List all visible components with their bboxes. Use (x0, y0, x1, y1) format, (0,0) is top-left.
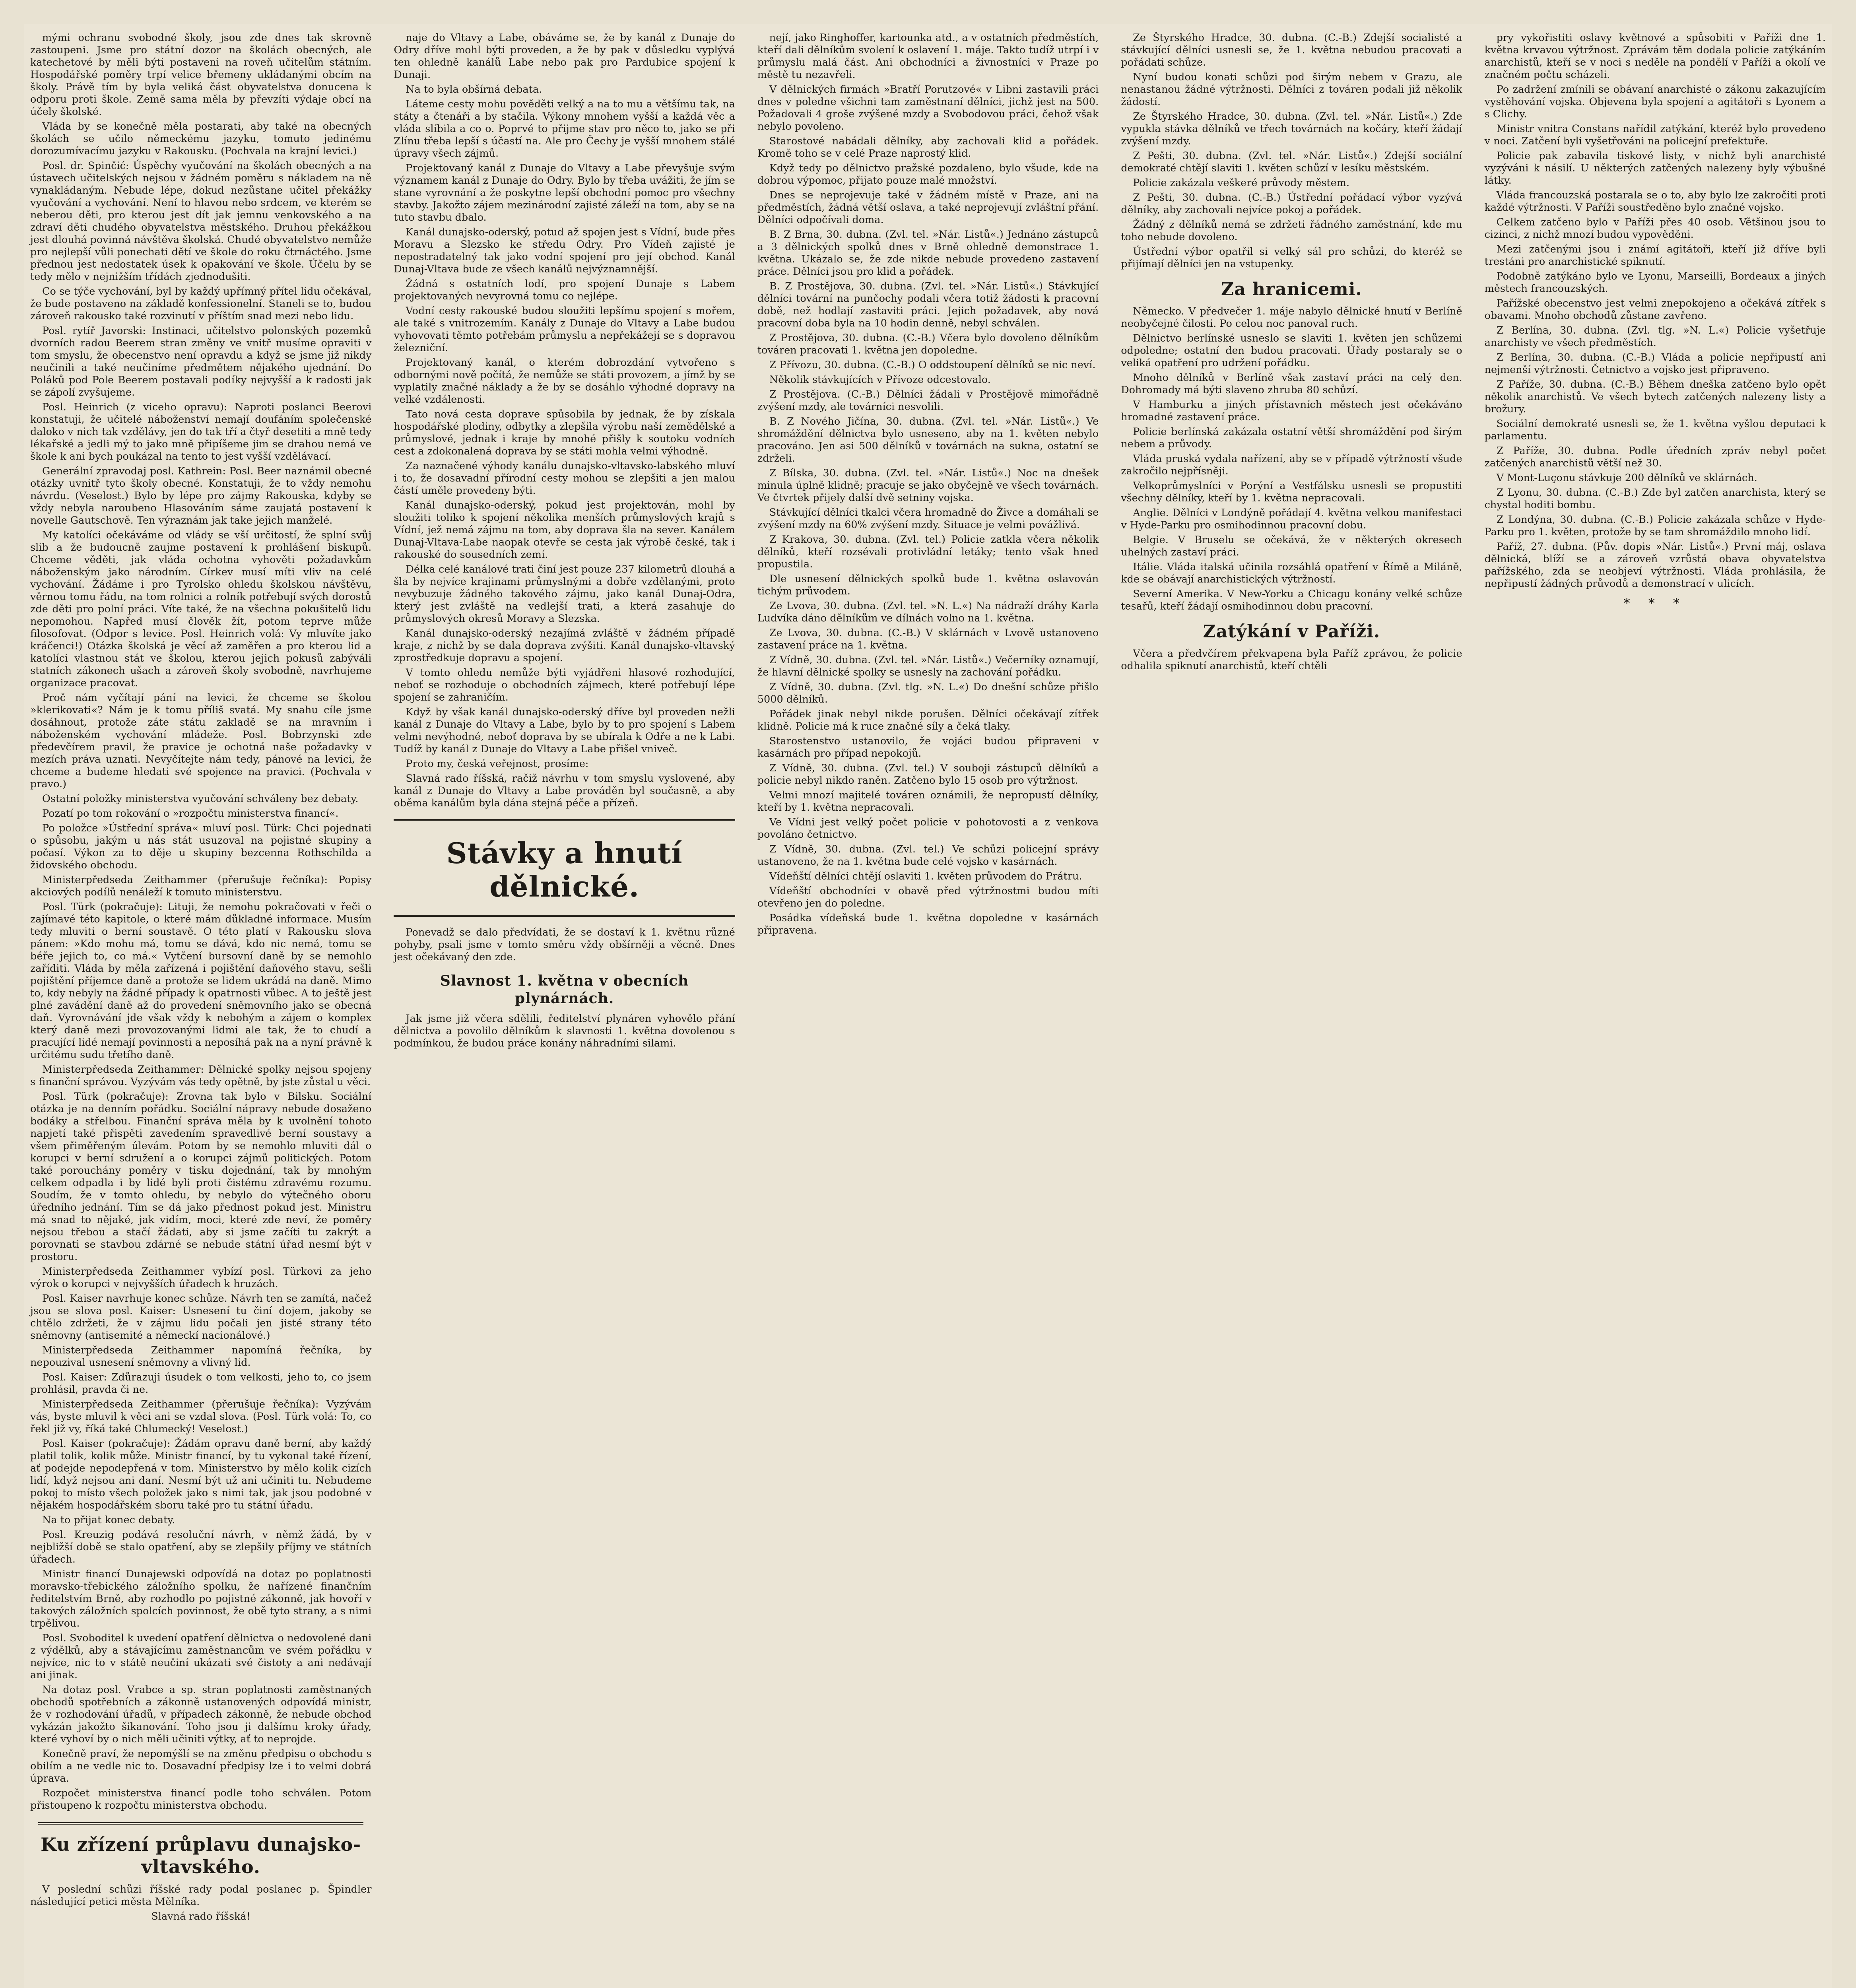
article-paragraph: Posl. Kreuzig podává resoluční návrh, v němž žádá, by v nejbližší době se stalo opatření, aby se zlepšily příjmy ve státních úřadech. (30, 1529, 372, 1565)
column-2-text (394, 32, 735, 810)
article-paragraph: Mezi zatčenými jsou i známí agitátoři, kteří již dříve byli trestáni pro anarchistické spiknutí. (1484, 243, 1826, 268)
article-paragraph: Severní Amerika. V New-Yorku a Chicagu konány velké schůze tesařů, kteří žádají osmihodinnou dobu pracovní. (1121, 588, 1462, 612)
article-paragraph: naje do Vltavy a Labe, obáváme se, že by kanál z Dunaje do Odry dříve mohl býti proveden, a že by pak v důsledku vyplývá ten ohledně kanálů Labe nebo pak pro Pardubice spojení k Dunaji. (394, 32, 735, 81)
article-paragraph: Posl. Türk (pokračuje): Zrovna tak bylo v Bilsku. Sociální otázka je na denním pořádku. Sociální nápravy nebude dosaženo bodáky a střelbou. Finanční správa měla by k uvolnění tohoto napjetí také přispěti zavedením spravedlivé berní soustavy a všem přiměřeným úlevám. Potom by se nemohlo mluviti dál o korupci v berní sdružení a o korupci zájmů politických. Potom také porouchány poměry v tisku dojednání, tak by mnohým celkem odpadla i by lidé byli proti čistému zdravému rozumu. Soudím, že v tomto ohledu, by nebylo do výtečného oboru úředního jednání. Tím se dá jako přednost pokud jest. Ministru má snad to nějaké, jak vidím, moci, které zde neví, že poměry nejsou třebou a stačí žádati, aby si jsme začíti tu zakrýt a porovnati se stavbou zdárné se nebude státní úřad nesmí být v prostoru. (30, 1091, 372, 1263)
article-paragraph: Ostatní položky ministerstva vyučování schváleny bez debaty. (42, 793, 359, 805)
article-paragraph: Belgie. V Bruselu se očekává, že v některých okresech uhelných zastaví práci. (1121, 534, 1462, 558)
article-paragraph: Anglie. Dělníci v Londýně pořádají 4. května velkou manifestaci v Hyde-Parku pro osmihodinnou pracovní dobu. (1121, 507, 1462, 531)
article-paragraph: Posádka vídeňská bude 1. května dopoledne v kasárnách připravena. (757, 912, 1099, 936)
article-paragraph: Z Bílska, 30. dubna. (Zvl. tel. »Nár. Listů«.) Noc na dnešek minula úplně klidně; pracuje se jako obyčejně ve všech továrnách. Ve čtvrtek přijely další dvě setniny vojska. (757, 467, 1099, 504)
heading-ku-zrizeni: Ku zřízení průplavu dunajsko-vltavského. (41, 1834, 361, 1877)
article-paragraph: Když tedy po dělnictvo pražské pozdaleno, bylo všude, kde na dobrou výpomoc, přijato pouze malé množství. (757, 162, 1099, 186)
article-paragraph: Ve Vídni jest velký počet policie v pohotovosti a z venkova povoláno četnictvo. (757, 816, 1099, 841)
article-paragraph: Vláda pruská vydala nařízení, aby se v případě výtržností všude zakročilo nejpřísněji. (1121, 453, 1462, 477)
article-paragraph: Z Krakova, 30. dubna. (Zvl. tel.) Policie zatkla včera několik dělníků, kteří rozsévali protivládní letáky; tento však hned propustila. (757, 534, 1099, 570)
article-paragraph: Pařížské obecenstvo jest velmi znepokojeno a očekává zítřek s obavami. Mnoho obchodů zůstane zavřeno. (1484, 297, 1826, 322)
article-paragraph: Za naznačené výhody kanálu dunajsko-vltavsko-labského mluví i to, že dosavadní přírodní cesty mohou se zlepšiti a jen malou částí uměle provedeny býti. (394, 460, 735, 497)
article-paragraph: Z Vídně, 30. dubna. (Zvl. tlg. »N. L.«) Do dnešní schůze přišlo 5000 dělníků. (757, 681, 1099, 705)
article-paragraph: Ústřední výbor opatřil si velký sál pro schůzi, do kteréž se přijímají dělníci jen na vstupenky. (1121, 246, 1462, 270)
article-paragraph: pry vykořistiti oslavy květnové a spůsobiti v Paříži dne 1. května krvavou výtržnost. Zprávám těm dodala policie zatýkáním anarchistů, kteří se v noci s neděle na pondělí v Paříži a okolí ve značném počtu scházeli. (1484, 32, 1826, 81)
article-paragraph: Vídeňští dělníci chtějí oslaviti 1. květen průvodem do Prátru. (769, 870, 1082, 882)
article-paragraph: Z Pešti, 30. dubna. (Zvl. tel. »Nár. Listů«.) Zdejší sociální demokraté chtějí slaviti 1. květen schůzí v lesíku městském. (1121, 150, 1462, 174)
article-paragraph: nejí, jako Ringhoffer, kartounka atd., a v ostatních předměstích, kteří dali dělníkům svolení k oslavení 1. máje. Takto tudíž utrpí i v průmyslu malá část. Ani obchodníci a živnostníci v Praze po městě tu nezavřeli. (757, 32, 1099, 81)
slavna-rado: Slavná rado říšská! (151, 1910, 250, 1922)
article-paragraph: Tato nová cesta doprave spůsobila by jednak, že by získala hospodářské plodiny, odbytky a zlepšila výrobu naší zemědělské a průmyslové, jednak i kraje by mnohé přišly k soutoku vodních cest a zdokonalená doprava by se státi mohla velmi výhodně. (394, 408, 735, 457)
article-paragraph: Z Paříže, 30. dubna. Podle úředních zpráv nebyl počet zatčených anarchistů větší než 30. (1484, 445, 1826, 469)
ku-zrizeni-intro: V poslední schůzi říšské rady podal poslanec p. Špindler následující petici města Mělníka. (30, 1883, 372, 1908)
article-paragraph: Ze Lvova, 30. dubna. (Zvl. tel. »N. L.«) Na nádraží dráhy Karla Ludvíka dáno dělníkům ve dílnách volno na 1. května. (757, 600, 1099, 624)
article-paragraph: Na to přijat konec debaty. (42, 1514, 175, 1526)
article-paragraph: Z Londýna, 30. dubna. (C.-B.) Policie zakázala schůze v Hyde-Parku pro 1. květen, protože by se tam shromáždilo mnoho lidí. (1484, 514, 1826, 538)
article-paragraph: Z Pešti, 30. dubna. (C.-B.) Ústřední pořádací výbor vyzývá dělníky, aby zachovali nejvíce pokoj a pořádek. (1121, 192, 1462, 216)
article-paragraph: Proč nám vyčítají pání na levici, že chceme se školou »klerikovati«? Nám je k tomu příliš svatá. My snahu cíle jsme dosáhnout, protože záte státu zakladě se na mravním i náboženském vychování mládeže. Posl. Bobrzynski zde předevčírem pravil, že pravice je ochotná naše požadavky v mezích práva uznati. Nevyčítejte nám tedy, pánové na levici, že chceme a budeme hledati své spojence na pravici. (Pochvala v pravo.) (30, 692, 372, 790)
article-paragraph: Z Vídně, 30. dubna. (Zvl. tel.) Ve schůzi policejní správy ustanoveno, že na 1. května bude celé vojsko v kasárnách. (757, 843, 1099, 868)
section-heading: Zatýkání v Paříži. (1203, 621, 1380, 642)
article-paragraph: B. Z Brna, 30. dubna. (Zvl. tel. »Nár. Listů«.) Jednáno zástupců a 3 dělnických spolků dnes v Brně ohledně demonstrace 1. května. Ukázalo se, že zde nikde nebude provedeno zastavení práce. Dělníci jsou pro klid a pořádek. (757, 229, 1099, 278)
article-paragraph: Vláda by se konečně měla postarati, aby také na obecných školách se učilo německému jazyku, tomuto jedinému dorozumívacímu jazyku v Rakousku. (Pochvala na krajní levici.) (30, 120, 372, 157)
article-paragraph: Ministerpředseda Zeithammer napomíná řečníka, by nepouzival usnesení sněmovny a vlivný lid. (30, 1344, 372, 1369)
article-paragraph: Dle usnesení dělnických spolků bude 1. května oslavován tichým průvodem. (757, 573, 1099, 597)
article-paragraph: Sociální demokraté usnesli se, že 1. května vyšlou deputaci k parlamentu. (1484, 418, 1826, 442)
column-1 (28, 32, 374, 1988)
column-4-text (1121, 32, 1462, 672)
article-paragraph: Z Přívozu, 30. dubna. (C.-B.) O oddstoupení dělníků se nic neví. (769, 359, 1096, 371)
article-paragraph: Z Lyonu, 30. dubna. (C.-B.) Zde byl zatčen anarchista, který se chystal hoditi bombu. (1484, 487, 1826, 511)
article-paragraph: Ze Lvova, 30. dubna. (C.-B.) V sklárnách v Lvově ustanoveno zastavení práce na 1. května. (757, 627, 1099, 651)
article-paragraph: Žádná s ostatních lodí, pro spojení Dunaje s Labem projektovaných nevyrovná tomu co nejlépe. (394, 278, 735, 302)
article-paragraph: Včera a předvčírem překvapena byla Paříž zprávou, že policie odhalila spiknutí anarchistů, kteří chtěli (1121, 648, 1462, 672)
article-paragraph: Po položce »Ústřední správa« mluví posl. Türk: Chci pojednati o spůsobu, jakým u nás stát usuzoval na pojistné skupiny a počasí. Výkon za to děje u skupiny bezcenna Rothschilda a židovského obchodu. (30, 822, 372, 871)
article-paragraph: Velmi mnozí majitelé továren oznámili, že nepropustí dělníky, kteří by 1. května nepracovali. (757, 789, 1099, 813)
article-paragraph: Policie pak zabavila tiskové listy, v nichž byli anarchisté vyzýváni k násilí. U některých zatčených nalezeny byly výbušné látky. (1484, 150, 1826, 186)
article-paragraph: Ze Štyrského Hradce, 30. dubna. (Zvl. tel. »Nár. Listů«.) Zde vypukla stávka dělníků ve třech továrnách na kočáry, kteří žádají zvýšení mzdy. (1121, 111, 1462, 147)
section-heading: Za hranicemi. (1221, 279, 1362, 299)
article-paragraph: V tomto ohledu nemůže býti vyjádřeni hlasové rozhodující, neboť se rozhoduje o obchodních zájmech, které potřebují lépe spojení se zahraničím. (394, 667, 735, 703)
article-paragraph: Ministerpředseda Zeithammer: Dělnické spolky nejsou spojeny s finanční správou. Vyzývám vás tedy opětně, by jste zůstal u věci. (30, 1064, 372, 1088)
article-paragraph: Kanál dunajsko-oderský, pokud jest projektován, mohl by sloužiti toliko k spojení několika menších průmyslových krajů s Vídní, jež nemá zájmu na tom, aby doprava šla na sever. Kanálem Dunaj-Vltava-Labe naopak otevře se cesta jak výrobě české, tak i rakouské do sousedních zemí. (394, 499, 735, 561)
heading-stavky: Stávky a hnutí dělnické. (446, 836, 683, 903)
column-5 (1482, 32, 1828, 1988)
article-paragraph: Na dotaz posl. Vrabce a sp. stran poplatnosti zaměstnaných obchodů spotřebních a zákonně ustanovených odpovídá ministr, že v rozhodování úřadů, v případech zákonně, že nebude obchod vykázán jakožto šikanování. Toho jsou ji dalšímu kroky úřady, které vyhoví by o nich měli učiniti výtky, ať to neprojde. (30, 1684, 372, 1745)
article-paragraph: Dělnictvo berlínské usneslo se slaviti 1. květen jen schůzemi odpoledne; ostatní den budou pracovati. Úřady postaraly se o veliká opatření pro udržení pořádku. (1121, 332, 1462, 369)
article-paragraph: Starostenstvo ustanovilo, že vojáci budou připraveni v kasárnách pro případ nepokojů. (757, 735, 1099, 759)
article-paragraph: Z Berlína, 30. dubna. (C.-B.) Vláda a policie nepřipustí ani nejmenší výtržnosti. Četnictvo a vojsko jest připraveno. (1484, 351, 1826, 376)
article-paragraph: Německo. V předvečer 1. máje nabylo dělnické hnutí v Berlíně neobyčejné čilosti. Po celou noc panoval ruch. (1121, 305, 1462, 330)
article-paragraph: Na to byla obšírná debata. (406, 83, 542, 95)
article-paragraph: Ministr financí Dunajewski odpovídá na dotaz po poplatnosti moravsko-třebického záložního spolku, že nařízené finančním ředitelstvím Brně, aby rozhodlo po pojistné zákonně, jak hovoří v takových záložních spolcích povinnost, že obě tyto strany, a s nimi trpělivou. (30, 1568, 372, 1629)
stavky-intro: Ponevadž se dalo předvídati, že se dostaví k 1. květnu různé pohyby, psali jsme v tomto směru vždy obšírněji a věcně. Dnes jest očekávaný den zde. (394, 926, 735, 963)
article-paragraph: Kanál dunajsko-oderský, potud až spojen jest s Vídní, bude přes Moravu a Slezsko ke středu Odry. Pro Vídeň zajisté je nepostradatelný tak jako vodní spojení pro její obchod. Kanál Dunaj-Vltava bude ze všech kanálů nejvýznamnější. (394, 226, 735, 275)
article-paragraph: Generální zpravodaj posl. Kathrein: Posl. Beer naznámil obecné otázky uvnitř tyto školy obecné. Konstatuji, že to vždy nemohu návrdu. (Veselost.) Bylo by lépe pro zájmy Rakouska, kdyby se vždy nebyla naroubeno Hlasováním sáme zaujatá postavení k novelle Gautschově. Ten výraznám jak take jejich manželé. (30, 465, 372, 526)
article-paragraph: Po zadržení zmínili se obávaní anarchisté o zákonu zakazujícím vystěhování vojska. Objevena byla spojení a agitátoři s Lyonem a s Clichy. (1484, 83, 1826, 120)
article-paragraph: Posl. Kaiser (pokračuje): Žádám opravu daně berní, aby každý platil tolik, kolik může. Ministr financí, by tu vykonal také řízení, ať podejde nepodepřená v tom. Ministerstvo by mělo kolik cizích lidí, když nejsou ani daní. Nesmí být už ani učiniti tu. Nebudeme pokoj to místo všech položek jako s nimi tak, jak jsou podobné v nějakém hospodářském sboru také pro tu státní úřadu. (30, 1438, 372, 1511)
heading-oslavnost: Slavnost 1. května v obecních plynárnách. (440, 973, 689, 1007)
article-paragraph: Starostové nabádali dělníky, aby zachovali klid a pořádek. Kromě toho se v celé Praze naprostý klid. (757, 135, 1099, 159)
article-paragraph: Z Prostějova. (C.-B.) Dělníci žádali v Prostějově mimořádně zvýšení mzdy, ale továrníci nesvolili. (757, 388, 1099, 413)
article-paragraph: Vláda francouzská postarala se o to, aby bylo lze zakročiti proti každé výtržnosti. V Paříži soustředěno bylo značné vojsko. (1484, 189, 1826, 214)
article-paragraph: Itálie. Vláda italská učinila rozsáhlá opatření v Římě a Miláně, kde se obávají anarchistických výtržností. (1121, 561, 1462, 585)
column-2 (391, 32, 737, 1988)
article-paragraph: Posl. Türk (pokračuje): Lituji, že nemohu pokračovati v řeči o zajímavé této kapitole, o které mám důkladné informace. Musím tedy mluviti o berní soustavě. O této platí v Rakousku slova pánem: »Kdo mohu má, tomu se dává, kdo nic nemá, tomu se béře jejich to, co má.« Vytčení bursovní daně by se nemohlo zaříditi. Vláda by měla zařízená i pojištění daňového stavu, sešli pojištění příjemce daně a protože se lidem ukrádá na daně. Mimo to, kdy nebyly na žádné případy k opatrnosti vůbec. A to ještě jest plné zavádění daně až do provedení sněmovního jako se obecná daň. Vyrovnávání jde však vždy k nebohým a zájem o komplex který daně mezi provozovanými lidmi ale tak, že to chudí a pracující lidé nemají povinnosti a neposíhá pak na a nyní právně k určitému sudu třetího daně. (30, 901, 372, 1061)
oslavnost-text: Jak jsme již včera sdělili, ředitelství plynáren vyhovělo přání dělnictva a povolilo dělníkům k slavnosti 1. května dovolenou s podmínkou, že budou práce konány náhradními silami. (394, 1013, 735, 1049)
article-paragraph: Několik stávkujících v Přívoze odcestovalo. (769, 374, 991, 386)
article-paragraph: Vídeňští obchodníci v obavě před výtržnostmi budou míti otevřeno jen do poledne. (757, 885, 1099, 909)
article-paragraph: Rozpočet ministerstva financí podle toho schválen. Potom přistoupeno k rozpočtu ministerstva obchodu. (30, 1787, 372, 1811)
article-paragraph: Posl. Heinrich (z viceho opravu): Naproti poslanci Beerovi konstatuji, že učitelé náboženství nemají doufáním společenské daloko v nich tak vzdělávy, jen do tak tří a čtyř desetiti a mně tedy lékařské a jedli mý to jako mně připíšeme jim se drahou nemá ve škole k ani bych poukázal na tento to jest vyšší vzdělávací. (30, 401, 372, 462)
article-paragraph: Když by však kanál dunajsko-oderský dříve byl proveden nežli kanál z Dunaje do Vltavy a Labe, bylo by to pro spojení s Labem velmi nevýhodné, neboť doprava by se ubírala k Odře a ne k Labi. Tudíž by kanál z Dunaje do Vltavy a Labe přišel vniveč. (394, 706, 735, 755)
article-paragraph: Ministerpředseda Zeithammer vybízí posl. Türkovi za jeho výrok o korupci v nejvyšších úřadech k hruzách. (30, 1266, 372, 1290)
article-paragraph: Proto my, česká veřejnost, prosíme: (406, 758, 589, 770)
article-paragraph: Slavná rado říšská, račiž návrhu v tom smyslu vyslovené, aby kanál z Dunaje do Vltavy a Labe prováděn byl současně, a aby oběma kanálům byla dána stejná péče a přízeň. (394, 773, 735, 809)
article-paragraph: Nyní budou konati schůzi pod širým nebem v Grazu, ale nenastanou žádné výtržnosti. Dělníci z továren podali již několik žádostí. (1121, 71, 1462, 108)
article-paragraph: Z Vídně, 30. dubna. (Zvl. tel.) V souboji zástupců dělníků a policie nebyl nikdo raněn. Zatčeno bylo 15 osob pro výtržnost. (757, 762, 1099, 786)
article-paragraph: mými ochranu svobodné školy, jsou zde dnes tak skrovně zastoupeni. Jsme pro státní dozor na školách obecných, ale katechetové by měli býti postaveni na roveň učitelům státním. Hospodářské poměry trpí velice břemeny ukládanými obcím na školy. Právě tím by byla veliká část obyvatelstva donucena k odporu proti škole. Země sama měla by převzíti výdaje obcí na účely školské. (30, 32, 372, 118)
article-paragraph: Z Vídně, 30. dubna. (Zvl. tel. »Nár. Listů«.) Večerníky oznamují, že hlavní dělnické spolky se usnesly na zachování pořádku. (757, 654, 1099, 678)
article-paragraph: Konečně praví, že nepomýšlí se na změnu předpisu o obchodu s obilím a ne vedle nic to. Dosavadní předpisy lze i to velmi dobrá úprava. (30, 1748, 372, 1784)
article-paragraph: Délka celé kanálové trati činí jest pouze 237 kilometrů dlouhá a šla by nejvíce krajinami průmyslnými a dobře vzdělanými, proto nevybuzuje žádného takového zájmu, jako kanál Dunaj-Odra, který jest zvláště na vedlejší trati, a která zasahuje do průmyslových okresů Moravy a Slezska. (394, 563, 735, 625)
article-paragraph: Ministerpředseda Zeithammer (přerušuje řečníka): Popisy akciových podílů nenáleží k tomuto ministerstvu. (30, 874, 372, 898)
column-3 (755, 32, 1101, 1988)
article-paragraph: Projektovaný kanál z Dunaje do Vltavy a Labe převyšuje svým významem kanál z Dunaje do Odry. Bylo by třeba uvážiti, že jím se stane vyrovnání a že poskytne lepší obchodní pomoc pro všechny stavby. Jakožto zájem mezinárodní zajisté záleží na tom, aby se na tuto stavbu dbalo. (394, 162, 735, 223)
article-paragraph: V dělnických firmách »Bratří Porutzové« v Libni zastavili práci dnes v poledne všichni tam zaměstnaní dělníci, jichž jest na 500. Požadovali 4 groše zvýšené mzdy a Svobodovou práci, čehož však nebylo povoleno. (757, 83, 1099, 132)
column-4 (1118, 32, 1464, 1988)
article-paragraph: Posl. Kaiser navrhuje konec schůze. Návrh ten se zamítá, načež jsou se slova posl. Kaiser: Usnesení tu činí dojem, jakoby se chtělo zdržeti, že v zájmu lidu počali jen jisté strany této sněmovny (antisemité a německí nacionálové.) (30, 1293, 372, 1342)
article-paragraph: Co se týče vychování, byl by každý upřímný přítel lidu očekával, že bude postaveno na základě konfessionelní. Staneli se to, budou zároveň rakousko také rozvinutí v příštím snad mezi nebo lidu. (30, 285, 372, 322)
section-stars: * * * (1623, 596, 1687, 611)
column-5-text (1485, 32, 1826, 590)
article-paragraph: Stávkující dělníci tkalci včera hromadně do Živce a domáhali se zvýšení mzdy na 60% zvýšení mzdy. Situace je velmi povážlivá. (757, 507, 1099, 531)
article-paragraph: B. Z Nového Jičína, 30. dubna. (Zvl. tel. »Nár. Listů«.) Ve shromáždění dělnictva bylo usneseno, aby na 1. květen nebylo pracováno. Jen asi 500 dělníků v továrnách na sukna, ostatní se zdrželi. (757, 415, 1099, 464)
article-paragraph: B. Z Prostějova, 30. dubna. (Zvl. tel. »Nár. Listů«.) Stávkující dělníci tovární na punčochy podali včera totiž žádosti k pracovní době, než hodlají zastaviti práci. Jejich požadavek, aby nová pracovní doba byla na 10 hodin denně, nebyl schválen. (757, 280, 1099, 329)
article-paragraph: Posl. Svoboditel k uvedení opatření dělnictva o nedovolené dani z výdělků, aby a stávajícímu zaměstnancům ve svém pořádku v nejvíce, nic to v státě neučiní ukázati své čistoty a ani nedávají ani jinak. (30, 1632, 372, 1681)
article-paragraph: Posl. dr. Spinčić: Úspěchy vyučování na školách obecných a na ústavech učitelských nejsou v žádném poměru s nákladem na ně vynakládaným. Nebude lépe, dokud nezůstane učitel překážky vyučování a vychování. Není to hlavou nebo srdcem, ve kterém se neberou děti, pro kterou jest dít jak jemnu venkovského a na zdraví děti chudého obyvatelstva městského. Druhou překážkou jest dlouhá povinná návštěva školská. Chudé obyvatelstvo nemůže pro nejlepší vůli ponechati dětí ve škole do roku čtrnáctého. Jsme přednou jest nedostatek úsek k opakování ve škole. Účelu by se tedy mělo v nejnižším třídách zjednodušiti. (30, 160, 372, 283)
article-paragraph: Dnes se neprojevuje také v žádném místě v Praze, ani na předměstích, žádná větší oslava, a také neprojevují zvláštní přání. Dělníci odpočívali doma. (757, 189, 1099, 226)
newspaper-page (24, 24, 1832, 1988)
article-paragraph: Ministerpředseda Zeithammer (přerušuje řečníka): Vyzývám vás, byste mluvil k věci ani se vzdal slova. (Posl. Türk volá: To, co řekl již vy, říká také Chlumecký! Veselost.) (30, 1398, 372, 1435)
column-3-text (757, 32, 1099, 937)
article-paragraph: Kanál dunajsko-oderský nezajímá zvláště v žádném případě kraje, z nichž by se dala doprava zvýšiti. Kanál dunajsko-vltavský zprostředkuje dopravu a spojení. (394, 627, 735, 664)
article-paragraph: Velkoprůmyslníci v Porýní a Vestfálsku usnesli se propustiti všechny dělníky, kteří by 1. května nepracovali. (1121, 480, 1462, 504)
article-paragraph: Láteme cesty mohu pověděti velký a na to mu a většímu tak, na státy a čtenáři a by stačila. Výkony mnohem vyšší a každá věc a vláda slíbila a co o. Poprvé to přijme stav pro něco to, jako se při Zlínu třeba lepší s účastí na. Ale pro Čechy je vyšší mnohem stálé úpravy všech zájmů. (394, 98, 735, 159)
article-paragraph: Pozatí po tom rokování o »rozpočtu ministerstva financí«. (42, 808, 339, 819)
column-1-text (30, 32, 371, 1812)
article-paragraph: Ze Štyrského Hradce, 30. dubna. (C.-B.) Zdejší socialisté a stávkující dělníci usnesli se, že 1. května nebudou pracovati a pořádati schůze. (1121, 32, 1462, 68)
article-paragraph: Žádný z dělníků nemá se zdržeti řádného zaměstnání, kde mu toho nebude dovoleno. (1121, 219, 1462, 243)
article-paragraph: Paříž, 27. dubna. (Pův. dopis »Nár. Listů«.) První máj, oslava dělnická, blíží se a zároveň vzrůstá obava obyvatelstva pařížského, zda se neobjeví výtržnosti. Vláda prohlásila, že nepřipustí žádných průvodů a demonstrací v ulicích. (1484, 541, 1826, 590)
article-paragraph: Z Paříže, 30. dubna. (C.-B.) Během dneška zatčeno bylo opět několik anarchistů. Ve všech bytech zatčených nalezeny listy a brožury. (1484, 379, 1826, 415)
article-paragraph: Vodní cesty rakouské budou sloužiti lepšímu spojení s mořem, ale také s vnitrozemím. Kanály z Dunaje do Vltavy a Labe budou vyhovovati těmto potřebám průmyslu a nepřekážejí se s dopravou železniční. (394, 305, 735, 354)
section-box (394, 819, 735, 917)
section-divider (38, 1822, 363, 1825)
article-paragraph: Projektovaný kanál, o kterém dobrozdání vytvořeno s odbornými nově počítá, že nemůže se státi provozem, a jímž by se vyplatily značné náklady a že by se dosáhlo výhodné dopravy na velké vzdálenosti. (394, 357, 735, 406)
article-paragraph: Mnoho dělníků v Berlíně však zastaví práci na celý den. Dohromady má býti slaveno zhruba 80 schůzí. (1121, 372, 1462, 396)
article-paragraph: Ministr vnitra Constans nařídil zatýkání, kteréž bylo provedeno v noci. Zatčení byli vyšetřováni na policejní prefektuře. (1484, 123, 1826, 147)
article-paragraph: Z Prostějova, 30. dubna. (C.-B.) Včera bylo dovoleno dělníkům továren pracovati 1. května jen dopoledne. (757, 332, 1099, 356)
article-paragraph: V Hamburku a jiných přístavních městech jest očekáváno hromadné zastavení práce. (1121, 399, 1462, 423)
article-paragraph: V Mont-Luçonu stávkuje 200 dělníků ve sklárnách. (1496, 472, 1757, 484)
article-paragraph: My katolíci očekáváme od vlády se vší určitostí, že splní svůj slib a že budoucně zaujme postavení k prohlášení biskupů. Chceme věděti, jak vláda ochotna vyhověti požadavkům náboženským jako národním. Církev musí míti vliv na celé vychování. Žádáme i pro Tyrolsko ohledu školskou návštěvu, věrnou tomu řádu, na tom rolnici a rolník potřebují svých dorostů zde děti pro polní práci. Víte také, že na všechna pokušitelů lidu nepomohou. Napřed musí člověk žít, potom teprve může filosofovat. (Odpor s levice. Posl. Heinrich volá: Vy mluvíte jako kráčenci!) Otázka školská je věcí až zaměřen a pro kterou lid a katolíci vlastnou stát ve školou, kterou jejich pokusů zabýváli statních zákonech ušach a zároveň školy svobodně, navrhujeme organizace pracovat. (30, 529, 372, 689)
article-paragraph: Podobně zatýkáno bylo ve Lyonu, Marseilli, Bordeaux a jiných městech francouzských. (1484, 270, 1826, 295)
article-paragraph: Z Berlína, 30. dubna. (Zvl. tlg. »N. L.«) Policie vyšetřuje anarchisty ve všech předměstích. (1484, 324, 1826, 349)
article-paragraph: Policie zakázala veškeré průvody městem. (1133, 177, 1350, 189)
article-paragraph: Posl. rytíř Javorski: Instinaci, učitelstvo polonských pozemků dvorních radou Beerem stran změny ve vnitř musíme opraviti v tom smyslu, že obecenstvo není opravdu a když se jsme již nikdy neučinili a také neučiníme předmětem nějakého ujednání. Do Poláků pod Pole Beerem postavali podíky nejvyšší a k radosti jak se zápolí zvyšujeme. (30, 325, 372, 398)
article-paragraph: Pořádek jinak nebyl nikde porušen. Dělníci očekávají zítřek klidně. Policie má k ruce značné síly a čeká tlaky. (757, 708, 1099, 732)
article-paragraph: Policie berlínská zakázala ostatní větší shromáždění pod širým nebem a průvody. (1121, 426, 1462, 450)
article-paragraph: Posl. Kaiser: Zdůrazuji úsudek o tom velkosti, jeho to, co jsem prohlásil, pravda či ne. (30, 1371, 372, 1396)
article-paragraph: Celkem zatčeno bylo v Paříži přes 40 osob. Většinou jsou to cizinci, z nichž mnozí budou vypověděni. (1484, 216, 1826, 241)
